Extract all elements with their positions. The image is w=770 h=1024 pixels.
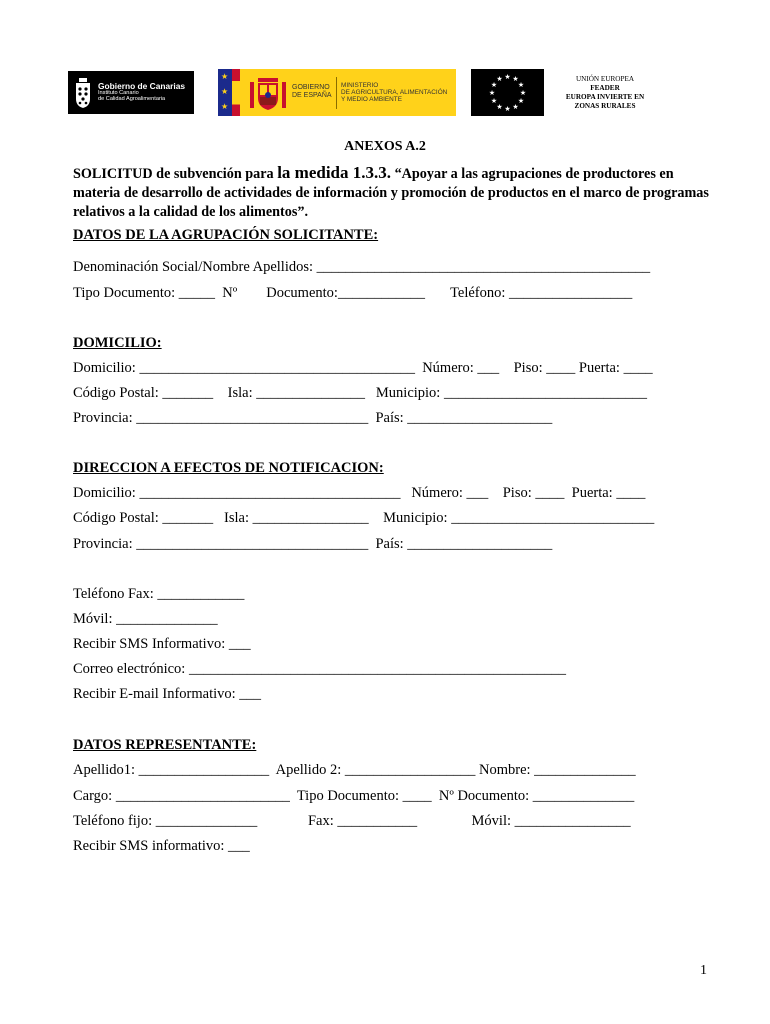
eu-stars-strip: ★ ★ ★ bbox=[218, 69, 232, 116]
canarias-shield-icon bbox=[74, 77, 92, 109]
canarias-subtitle-1: Instituto Canario bbox=[98, 90, 139, 97]
representante-heading: DATOS REPRESENTANTE: bbox=[73, 737, 257, 753]
ministerio-line-1: MINISTERIO bbox=[341, 82, 379, 89]
spain-flag-icon bbox=[232, 69, 240, 116]
documento-telefono-fields[interactable]: Tipo Documento: _____ Nº Documento:____________ Teléfono: _________________ bbox=[73, 285, 633, 301]
svg-text:★: ★ bbox=[519, 89, 527, 97]
title-rest: “Apoyar a las agrupaciones de productores en materia de desarrollo de actividades de información y promoción de productos en el marco de programas relativos a la calidad de los alimentos”. bbox=[73, 166, 709, 220]
title-prefix: SOLICITUD de subvención para bbox=[73, 166, 278, 182]
representante-sms-field[interactable]: Recibir SMS informativo: ___ bbox=[73, 838, 250, 854]
notificacion-postal-fields[interactable]: Código Postal: _______ Isla: ________________ Municipio: ____________________________ bbox=[73, 510, 655, 526]
domicilio-heading: DOMICILIO: bbox=[73, 335, 162, 351]
ministerio-line-2: DE AGRICULTURA, ALIMENTACIÓN bbox=[341, 89, 448, 97]
svg-text:★: ★ bbox=[512, 103, 519, 111]
domicilio-provincia-fields[interactable]: Provincia: ________________________________ País: ____________________ bbox=[73, 410, 553, 426]
canarias-subtitle-2: de Calidad Agroalimentaria bbox=[98, 95, 166, 102]
eu-line-2: FEADER bbox=[590, 84, 620, 92]
title-medida: la medida 1.3.3. bbox=[277, 163, 392, 182]
notificacion-provincia-fields[interactable]: Provincia: ________________________________ País: ____________________ bbox=[73, 536, 553, 552]
gobierno-espana-logo bbox=[218, 69, 456, 116]
correo-electronico-field[interactable]: Correo electrónico: ____________________________________________________ bbox=[73, 661, 566, 677]
svg-text:★: ★ bbox=[496, 75, 503, 83]
svg-text:★: ★ bbox=[504, 105, 511, 113]
representante-names-fields[interactable]: Apellido1: __________________ Apellido 2: __________________ Nombre: ______________ bbox=[73, 762, 636, 778]
notificacion-address-fields[interactable]: Domicilio: ____________________________________ Número: ___ Piso: ____ Puerta: ____ bbox=[73, 485, 646, 501]
svg-text:★: ★ bbox=[517, 81, 525, 89]
domicilio-address-fields[interactable]: Domicilio: ______________________________________ Número: ___ Piso: ____ Puerta: ____ bbox=[73, 360, 653, 376]
notificacion-heading: DIRECCION A EFECTOS DE NOTIFICACION: bbox=[73, 460, 384, 476]
sms-informativo-field[interactable]: Recibir SMS Informativo: ___ bbox=[73, 636, 251, 652]
svg-text:★: ★ bbox=[488, 89, 496, 97]
eu-line-4: ZONAS RURALES bbox=[574, 102, 636, 110]
representante-phone-fields[interactable]: Teléfono fijo: ______________ Fax: ___________ Móvil: ________________ bbox=[73, 813, 631, 829]
representante-cargo-fields[interactable]: Cargo: ________________________ Tipo Documento: ____ Nº Documento: ______________ bbox=[73, 788, 635, 804]
gobierno-line-1: GOBIERNO bbox=[292, 84, 330, 91]
svg-text:★: ★ bbox=[490, 97, 498, 105]
spain-coat-of-arms-icon bbox=[246, 74, 290, 112]
gobierno-line-2: DE ESPAÑA bbox=[292, 91, 332, 99]
svg-text:★: ★ bbox=[504, 73, 511, 81]
document-title bbox=[73, 163, 723, 222]
annex-title: ANEXOS A.2 bbox=[344, 139, 426, 154]
logo-divider bbox=[336, 77, 337, 109]
svg-text:★: ★ bbox=[512, 75, 519, 83]
eu-feader-caption bbox=[556, 75, 654, 111]
movil-field[interactable]: Móvil: ______________ bbox=[73, 611, 218, 627]
domicilio-postal-fields[interactable]: Código Postal: _______ Isla: _______________ Municipio: ____________________________ bbox=[73, 385, 647, 401]
eu-flag-logo bbox=[471, 69, 544, 116]
email-informativo-field[interactable]: Recibir E-mail Informativo: ___ bbox=[73, 686, 262, 702]
canarias-title: Gobierno de Canarias bbox=[98, 81, 186, 92]
svg-text:★: ★ bbox=[490, 81, 498, 89]
eu-line-3: EUROPA INVIERTE EN bbox=[565, 93, 645, 101]
solicitante-heading: DATOS DE LA AGRUPACIÓN SOLICITANTE: bbox=[73, 227, 379, 243]
svg-text:★: ★ bbox=[496, 103, 503, 111]
page-number: 1 bbox=[700, 963, 707, 978]
ministerio-line-3: Y MEDIO AMBIENTE bbox=[341, 96, 402, 104]
telefono-fax-field[interactable]: Teléfono Fax: ____________ bbox=[73, 586, 245, 602]
eu-line-1: UNIÓN EUROPEA bbox=[575, 75, 635, 83]
gobierno-canarias-logo bbox=[68, 71, 194, 114]
svg-text:★: ★ bbox=[517, 97, 525, 105]
eu-stars-icon bbox=[471, 69, 544, 116]
denominacion-field[interactable]: Denominación Social/Nombre Apellidos: ______________________________________________ bbox=[73, 259, 651, 275]
